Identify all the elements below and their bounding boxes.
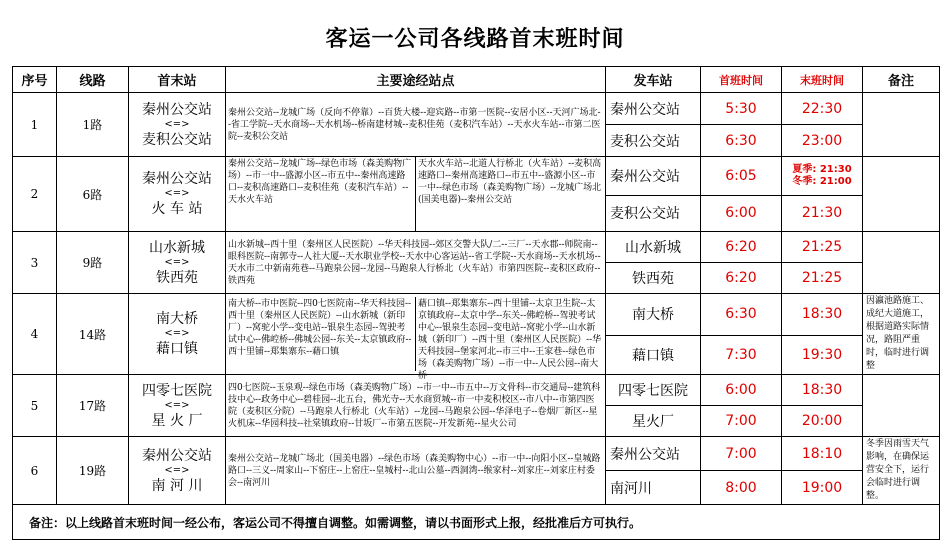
- departure-b: 麦积公交站: [606, 195, 701, 232]
- last-time-a: [782, 157, 863, 196]
- header-remark: 备注: [863, 67, 940, 93]
- terminal-b: 星 火 厂: [151, 412, 203, 429]
- route-terminals: [129, 375, 226, 437]
- route-stops: 山水新城--西十里（秦州区人民医院）--华天科技园--郊区交警大队/二--三厂--天水郡--师院南--眼科医院--南郭寺--人社大厦--天水职业学校--天水中心客运站--省工学院--天水商场--天水机场--天水市二中新南苑巷--马跑泉公园--龙园--马跑泉人行桥北（火车站）市第四医院--麦积区政府--铁西苑: [226, 232, 606, 294]
- first-time-a: 6:05: [701, 157, 782, 196]
- last-time-b: 21:30: [782, 195, 863, 232]
- terminal-b: 铁西苑: [156, 269, 198, 286]
- route-stops: 秦州公交站--龙城广场（反向不停靠）--百货大楼--迎宾路--市第一医院--安居小区--天河广场北--省工学院--天水商场--天水机场--桥南建材城--麦积佳苑（麦积汽车站）--天水火车站--市第二医院--麦积公交站: [226, 93, 606, 157]
- table-row: [13, 294, 940, 336]
- last-time-a: 22:30: [782, 93, 863, 125]
- last-time-b: 23:00: [782, 125, 863, 157]
- route-terminals: [129, 437, 226, 505]
- route-index: 4: [13, 294, 57, 375]
- last-time-b: 19:30: [782, 335, 863, 374]
- departure-a: 秦州公交站: [606, 157, 701, 196]
- terminal-arrow: <=>: [164, 399, 190, 411]
- terminal-b: 南 河 川: [151, 477, 203, 494]
- table-row: [13, 232, 940, 263]
- terminal-a: 秦州公交站: [142, 101, 212, 118]
- table-row: [13, 437, 940, 471]
- last-time-a: 18:30: [782, 294, 863, 336]
- route-stops: 四0七医院--玉泉观--绿色市场（森美购物广场）--市一中--市五中--万文骨科--市交通局--建筑科技中心--政务中心--碧桂园--北五台，佛光寺--天水商贸城--市一中麦积校区--市八中--市第四医院（麦积区分院）--马跑泉人行桥北（火车站）--龙园--马跑泉公园--华泽电子--卷烟厂新区--星火机床--华园科技--社棠镇政府--甘坂厂--市第五医院--开发新苑--星火公司: [226, 375, 606, 437]
- route-remark: [863, 93, 940, 157]
- departure-a: 山水新城: [606, 232, 701, 263]
- route-terminals: [129, 294, 226, 375]
- departure-b: 铁西苑: [606, 263, 701, 294]
- last-time-summer: 夏季: 21:30: [792, 163, 852, 175]
- route-line: 1路: [57, 93, 129, 157]
- route-line: 6路: [57, 157, 129, 232]
- terminal-arrow: <=>: [164, 188, 190, 199]
- terminal-arrow: <=>: [164, 328, 190, 339]
- header-terminal: 首末站: [129, 67, 226, 93]
- terminal-arrow: <=>: [164, 256, 190, 268]
- route-index: 5: [13, 375, 57, 437]
- departure-b: 星火厂: [606, 406, 701, 437]
- terminal-a: 秦州公交站: [142, 447, 212, 464]
- departure-a: 秦州公交站: [606, 93, 701, 125]
- first-time-b: 6:30: [701, 125, 782, 157]
- last-time-b: 20:00: [782, 406, 863, 437]
- first-time-a: 5:30: [701, 93, 782, 125]
- route-stops: [226, 294, 606, 381]
- last-time-b: 21:25: [782, 263, 863, 294]
- route-terminals: [129, 93, 226, 157]
- terminal-a: 四零七医院: [142, 382, 212, 399]
- last-time-a: 18:10: [782, 437, 863, 471]
- route-remark: [863, 157, 940, 232]
- route-line: 17路: [57, 375, 129, 437]
- schedule-table: [12, 66, 940, 540]
- terminal-b: 火 车 站: [151, 201, 203, 217]
- terminal-a: 山水新城: [149, 239, 205, 256]
- header-line: 线路: [57, 67, 129, 93]
- header-first: 首班时间: [701, 67, 782, 93]
- last-time-b: 19:00: [782, 471, 863, 505]
- first-time-a: 6:30: [701, 294, 782, 336]
- header-row: [13, 67, 940, 93]
- route-index: 1: [13, 93, 57, 157]
- route-index: 3: [13, 232, 57, 294]
- header-stops: 主要途经站点: [226, 67, 606, 93]
- first-time-b: 8:00: [701, 471, 782, 505]
- first-time-a: 7:00: [701, 437, 782, 471]
- first-time-a: 6:00: [701, 375, 782, 406]
- header-departure: 发车站: [606, 67, 701, 93]
- route-remark: 冬季因雨雪天气影响，在确保运营安全下，运行会临时进行调整。: [863, 437, 940, 505]
- last-time-winter: 冬季: 21:00: [792, 175, 852, 187]
- table-row: [13, 375, 940, 406]
- terminal-arrow: <=>: [164, 118, 190, 130]
- first-time-b: 7:30: [701, 335, 782, 374]
- departure-a: 秦州公交站: [606, 437, 701, 471]
- last-time-a: 21:25: [782, 232, 863, 263]
- departure-b: 麦积公交站: [606, 125, 701, 157]
- departure-a: 南大桥: [606, 294, 701, 336]
- terminal-b: 麦积公交站: [142, 131, 212, 148]
- first-time-a: 6:20: [701, 232, 782, 263]
- route-remark: [863, 375, 940, 437]
- stops-inbound: 天水火车站--北道人行桥北（火车站）--麦积高速路口--秦州高速路口--市五中--盛源小区--市一中--绿色市场（森美购物广场）--龙城广场北(国美电器)--秦州公交站: [415, 157, 605, 231]
- table-row: [13, 157, 940, 196]
- last-time-a: 18:30: [782, 375, 863, 406]
- stops-inbound: 藉口镇--郑集寨东--西十里铺--太京卫生院--太京镇政府--太京中学--东关--佛崆桥--驾驶考试中心--银泉生态园--变电站--窝驼小学--山水新城（新印厂）--西十里（秦州区人民医院）--华天科技园--堡家河北--市三中--王家巷--绿色市场（森美购物广场）--市一中--人民公园--南大桥: [415, 297, 605, 371]
- terminal-b: 藉口镇: [156, 341, 198, 357]
- first-time-b: 7:00: [701, 406, 782, 437]
- route-terminals: [129, 157, 226, 232]
- terminal-a: 秦州公交站: [142, 171, 212, 187]
- first-time-b: 6:20: [701, 263, 782, 294]
- header-index: 序号: [13, 67, 57, 93]
- page-title: 客运一公司各线路首末班时间: [325, 27, 625, 52]
- route-stops: 秦州公交站--龙城广场北（国美电器）--绿色市场（森美购物中心）--市一中--向阳小区--皇城路路口--三义--周家山--下窑庄--上窑庄--皇城村--北山公墓--西洞湾--缑家村--刘家庄--刘家庄村委会--南河川: [226, 437, 606, 505]
- route-remark: 因瀛池路施工、成纪大道施工，根据道路实际情况，路阻严重时，临时进行调整: [863, 294, 940, 375]
- first-time-b: 6:00: [701, 195, 782, 232]
- departure-a: 四零七医院: [606, 375, 701, 406]
- stops-outbound: 南大桥--市中医院--四0七医院南--华天科技园--西十里（秦州区人民医院）--山水新城（新印厂）--窝驼小学--变电站--银泉生态园--驾驶考试中心--佛崆桥--佛城公园--东关--太京镇政府--西十里铺--郑集寨东--藉口镇: [228, 299, 412, 357]
- route-line: 19路: [57, 437, 129, 505]
- departure-b: 藉口镇: [606, 335, 701, 374]
- route-terminals: [129, 232, 226, 294]
- stops-outbound: 秦州公交站--龙城广场--绿色市场（森美购物广场）--市一中--盛源小区--市五中--秦州高速路口--麦积高速路口--麦积佳苑（麦积汽车站）--天水火车站: [228, 159, 412, 205]
- departure-b: 南河川: [606, 471, 701, 505]
- route-line: 14路: [57, 294, 129, 375]
- route-index: 2: [13, 157, 57, 232]
- route-index: 6: [13, 437, 57, 505]
- header-last: 末班时间: [782, 67, 863, 93]
- table-row: [13, 93, 940, 125]
- route-stops: [226, 157, 606, 232]
- footer-note: 备注：以上线路首末班时间一经公布，客运公司不得擅自调整。如需调整，请以书面形式上报，经批准后方可执行。: [13, 505, 940, 540]
- footer-row: [13, 505, 940, 540]
- route-remark: [863, 232, 940, 294]
- terminal-arrow: <=>: [164, 464, 190, 476]
- terminal-a: 南大桥: [156, 311, 198, 327]
- route-line: 9路: [57, 232, 129, 294]
